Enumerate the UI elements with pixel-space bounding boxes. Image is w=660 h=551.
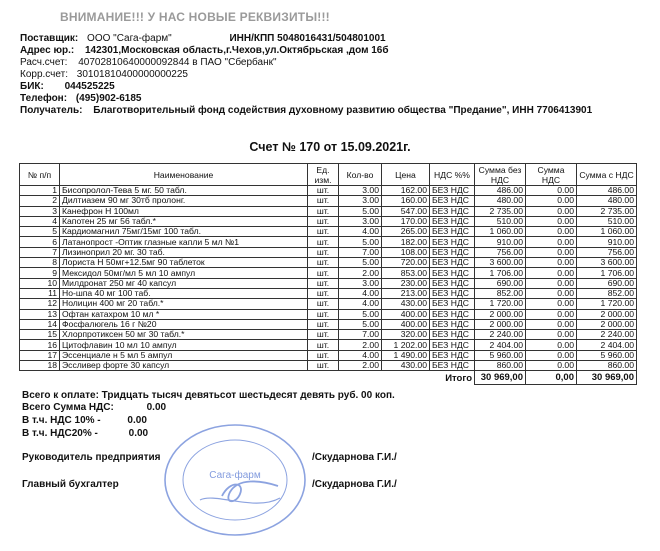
item-sum-without-vat: 3 600.00 [475,258,526,268]
item-name: Лориста Н 50мг+12.5мг 90 таблеток [60,258,308,268]
item-qty: 4.00 [339,299,382,309]
header-cell: НДС %% [430,164,475,186]
row-number: 5 [20,227,60,237]
item-vat-rate: БЕЗ НДС [430,319,475,329]
item-qty: 3.00 [339,186,382,196]
item-qty: 3.00 [339,278,382,288]
item-sum-without-vat: 2 735.00 [475,206,526,216]
item-unit: шт. [308,309,339,319]
item-name: Латанопрост -Оптик глазные капли 5 мл №1 [60,237,308,247]
item-name: Хлорпротиксен 50 мг 30 табл.* [60,330,308,340]
table-body [20,186,637,371]
bik-line [20,81,115,93]
row-number: 12 [20,299,60,309]
row-number: 16 [20,340,60,350]
item-sum-without-vat: 510.00 [475,216,526,226]
item-sum-with-vat: 2 735.00 [577,206,637,216]
item-qty: 5.00 [339,206,382,216]
row-number: 10 [20,278,60,288]
item-name: Капотен 25 мг 56 табл.* [60,216,308,226]
item-unit: шт. [308,288,339,298]
item-sum-with-vat: 1 060.00 [577,227,637,237]
item-price: 170.00 [382,216,430,226]
row-number: 9 [20,268,60,278]
item-sum-with-vat: 2 000.00 [577,319,637,329]
item-sum-with-vat: 860.00 [577,361,637,371]
table-row [20,288,637,298]
item-sum-with-vat: 2 240.00 [577,330,637,340]
item-sum-with-vat: 690.00 [577,278,637,288]
item-sum-with-vat: 480.00 [577,196,637,206]
item-vat-rate: БЕЗ НДС [430,278,475,288]
vat10-label: В т.ч. НДС 10% - [22,415,101,426]
table-row [20,319,637,329]
item-vat-sum: 0.00 [526,278,577,288]
item-unit: шт. [308,319,339,329]
accountant-name: /Скударнова Г.И./ [312,479,397,490]
notice-banner: ВНИМАНИЕ!!! У НАС НОВЫЕ РЕКВИЗИТЫ!!! [60,10,330,24]
table-row [20,258,637,268]
item-sum-without-vat: 2 000.00 [475,309,526,319]
header-cell: Сумма с НДС [577,164,637,186]
item-vat-rate: БЕЗ НДС [430,330,475,340]
item-vat-sum: 0.00 [526,196,577,206]
row-number: 3 [20,206,60,216]
account-label: Расч.счет: [20,57,68,68]
header-cell: Цена [382,164,430,186]
item-qty: 5.00 [339,309,382,319]
item-unit: шт. [308,247,339,257]
item-vat-sum: 0.00 [526,319,577,329]
corr-label: Корр.счет: [20,69,68,80]
item-vat-rate: БЕЗ НДС [430,258,475,268]
item-name: Бисопролол-Тева 5 мг. 50 табл. [60,186,308,196]
invoice-title: Счет № 170 от 15.09.2021г. [249,140,411,154]
recipient-line [20,105,592,117]
item-sum-with-vat: 1 706.00 [577,268,637,278]
item-vat-sum: 0.00 [526,216,577,226]
table-row [20,330,637,340]
item-unit: шт. [308,216,339,226]
item-sum-without-vat: 756.00 [475,247,526,257]
item-sum-without-vat: 690.00 [475,278,526,288]
item-sum-with-vat: 910.00 [577,237,637,247]
item-vat-sum: 0.00 [526,237,577,247]
total-in-words: Всего к оплате: Тридцать тысяч девятьсот шестьдесят девять руб. 00 коп. [22,390,395,401]
item-price: 213.00 [382,288,430,298]
recipient-label: Получатель: [20,105,83,116]
item-price: 400.00 [382,309,430,319]
item-unit: шт. [308,340,339,350]
item-qty: 2.00 [339,340,382,350]
table-row [20,268,637,278]
account-value: 40702810640000092844 в ПАО "Сбербанк" [78,57,277,68]
item-name: Милдронат 250 мг 40 капсул [60,278,308,288]
item-price: 1 490.00 [382,350,430,360]
item-sum-without-vat: 1 060.00 [475,227,526,237]
item-qty: 4.00 [339,350,382,360]
item-name: Офтан катахром 10 мл * [60,309,308,319]
item-vat-rate: БЕЗ НДС [430,299,475,309]
item-sum-with-vat: 5 960.00 [577,350,637,360]
item-qty: 2.00 [339,361,382,371]
corr-value: 30101810400000000225 [76,69,188,80]
item-vat-sum: 0.00 [526,247,577,257]
item-sum-without-vat: 486.00 [475,186,526,196]
item-sum-without-vat: 2 000.00 [475,319,526,329]
item-unit: шт. [308,258,339,268]
table-row [20,350,637,360]
vat-total-label: Всего Сумма НДС: [22,402,114,413]
phone-value: (495)902-6185 [75,93,142,104]
inn-label: ИНН/КПП [229,33,275,44]
supplier-label: Поставщик: [20,33,79,44]
table-row [20,361,637,371]
total-label: Итого [445,372,472,384]
item-qty: 7.00 [339,330,382,340]
item-unit: шт. [308,278,339,288]
item-sum-with-vat: 756.00 [577,247,637,257]
item-unit: шт. [308,299,339,309]
item-price: 720.00 [382,258,430,268]
item-name: Мексидол 50мг/мл 5 мл 10 ампул [60,268,308,278]
item-vat-rate: БЕЗ НДС [430,268,475,278]
item-vat-rate: БЕЗ НДС [430,247,475,257]
item-price: 108.00 [382,247,430,257]
item-unit: шт. [308,361,339,371]
stamp-center-text: Сага-фарм [209,470,261,481]
item-vat-sum: 0.00 [526,340,577,350]
item-vat-rate: БЕЗ НДС [430,288,475,298]
item-price: 430.00 [382,299,430,309]
item-name: Фосфалюгель 16 г №20 [60,319,308,329]
table-row [20,237,637,247]
header-cell: Наименование [60,164,308,186]
item-qty: 4.00 [339,227,382,237]
row-number: 11 [20,288,60,298]
table-row [20,309,637,319]
item-name: Дилтиазем 90 мг 30тб пролонг. [60,196,308,206]
row-number: 13 [20,309,60,319]
company-stamp [160,420,310,540]
row-number: 17 [20,350,60,360]
header-cell: Кол-во [339,164,382,186]
signature-scribble [200,498,280,503]
item-vat-sum: 0.00 [526,186,577,196]
table-row [20,216,637,226]
item-vat-rate: БЕЗ НДС [430,196,475,206]
item-name: Эссливер форте 30 капсул [60,361,308,371]
table-row [20,206,637,216]
item-price: 230.00 [382,278,430,288]
item-qty: 5.00 [339,258,382,268]
total-spacer [20,371,430,385]
table-row [20,278,637,288]
table-header-row [20,164,637,186]
header-cell: № п/п [20,164,60,186]
item-sum-with-vat: 3 600.00 [577,258,637,268]
item-name: Лизиноприл 20 мг. 30 таб. [60,247,308,257]
item-qty: 5.00 [339,237,382,247]
address-label: Адрес юр.: [20,45,75,56]
item-qty: 2.00 [339,268,382,278]
header-cell: Ед. изм. [308,164,339,186]
item-name: Эссенциале н 5 мл 5 ампул [60,350,308,360]
item-qty: 3.00 [339,196,382,206]
header-cell: Сумма без НДС [475,164,526,186]
table-row [20,196,637,206]
item-vat-rate: БЕЗ НДС [430,350,475,360]
total-vat: 0,00 [526,371,577,385]
item-unit: шт. [308,227,339,237]
item-vat-rate: БЕЗ НДС [430,237,475,247]
row-number: 1 [20,186,60,196]
row-number: 18 [20,361,60,371]
item-vat-sum: 0.00 [526,288,577,298]
item-price: 400.00 [382,319,430,329]
item-name: Но-шпа 40 мг 100 таб. [60,288,308,298]
item-vat-sum: 0.00 [526,350,577,360]
signature-scribble [222,481,278,501]
vat20-value: 0.00 [128,428,149,439]
inn-value: 5048016431/504801001 [277,33,386,44]
vat20-label: В т.ч. НДС20% - [22,428,98,439]
item-qty: 5.00 [339,319,382,329]
item-vat-sum: 0.00 [526,258,577,268]
item-name: Канефрон Н 100мл [60,206,308,216]
item-vat-rate: БЕЗ НДС [430,186,475,196]
director-name: /Скударнова Г.И./ [312,452,397,463]
total-row [20,371,637,385]
vat20-line [22,428,148,440]
address-value: 142301,Московская область,г.Чехов,ул.Октябрьская ,дом 16б [85,45,389,56]
item-vat-sum: 0.00 [526,227,577,237]
item-price: 182.00 [382,237,430,247]
item-sum-without-vat: 1 720.00 [475,299,526,309]
item-qty: 4.00 [339,288,382,298]
item-price: 547.00 [382,206,430,216]
vat10-value: 0.00 [127,415,147,426]
item-sum-with-vat: 486.00 [577,186,637,196]
item-vat-rate: БЕЗ НДС [430,227,475,237]
item-unit: шт. [308,186,339,196]
item-sum-with-vat: 1 720.00 [577,299,637,309]
item-sum-without-vat: 480.00 [475,196,526,206]
item-vat-rate: БЕЗ НДС [430,309,475,319]
header-cell: Сумма НДС [526,164,577,186]
address-line [20,45,389,57]
table-row [20,186,637,196]
item-unit: шт. [308,330,339,340]
row-number: 4 [20,216,60,226]
phone-label: Телефон: [20,93,68,104]
row-number: 15 [20,330,60,340]
corr-line [20,69,188,81]
item-sum-without-vat: 860.00 [475,361,526,371]
item-price: 853.00 [382,268,430,278]
bik-value: 044525225 [64,81,115,92]
accountant-label: Главный бухгалтер [22,479,119,490]
item-unit: шт. [308,237,339,247]
item-price: 160.00 [382,196,430,206]
item-sum-without-vat: 1 706.00 [475,268,526,278]
table-row [20,247,637,257]
item-name: Кардиомагнил 75мг/15мг 100 табл. [60,227,308,237]
table-row [20,227,637,237]
item-sum-without-vat: 2 404.00 [475,340,526,350]
bik-label: БИК: [20,81,44,92]
item-price: 320.00 [382,330,430,340]
item-vat-rate: БЕЗ НДС [430,206,475,216]
row-number: 7 [20,247,60,257]
vat-total-line [22,402,166,414]
item-vat-sum: 0.00 [526,309,577,319]
item-sum-with-vat: 852.00 [577,288,637,298]
phone-line [20,93,141,105]
supplier-name: ООО "Сага-фарм" [87,33,172,44]
director-label: Руководитель предприятия [22,452,161,463]
item-unit: шт. [308,196,339,206]
item-vat-sum: 0.00 [526,361,577,371]
item-sum-with-vat: 510.00 [577,216,637,226]
item-name: Нолицин 400 мг 20 табл.* [60,299,308,309]
item-price: 265.00 [382,227,430,237]
item-vat-sum: 0.00 [526,299,577,309]
recipient-value: Благотворительный фонд содействия духовному развитию общества "Предание", ИНН 7706413901 [93,105,593,116]
account-line [20,57,277,69]
row-number: 14 [20,319,60,329]
table-row [20,299,637,309]
item-sum-without-vat: 5 960.00 [475,350,526,360]
supplier-line [20,33,386,45]
item-sum-without-vat: 852.00 [475,288,526,298]
item-name: Цитофлавин 10 мл 10 ампул [60,340,308,350]
item-unit: шт. [308,206,339,216]
item-price: 1 202.00 [382,340,430,350]
invoice-table [19,163,637,385]
row-number: 8 [20,258,60,268]
item-vat-rate: БЕЗ НДС [430,361,475,371]
total-without-vat: 30 969,00 [475,371,526,385]
item-qty: 7.00 [339,247,382,257]
item-vat-rate: БЕЗ НДС [430,340,475,350]
item-unit: шт. [308,350,339,360]
vat-total-value: 0.00 [146,402,167,413]
item-vat-sum: 0.00 [526,206,577,216]
item-vat-rate: БЕЗ НДС [430,216,475,226]
total-with-vat: 30 969,00 [577,371,637,385]
item-sum-without-vat: 2 240.00 [475,330,526,340]
row-number: 2 [20,196,60,206]
table-row [20,340,637,350]
vat10-line [22,415,147,427]
item-price: 430.00 [382,361,430,371]
row-number: 6 [20,237,60,247]
item-vat-sum: 0.00 [526,268,577,278]
item-price: 162.00 [382,186,430,196]
item-vat-sum: 0.00 [526,330,577,340]
item-qty: 3.00 [339,216,382,226]
item-sum-with-vat: 2 404.00 [577,340,637,350]
item-unit: шт. [308,268,339,278]
item-sum-without-vat: 910.00 [475,237,526,247]
item-sum-with-vat: 2 000.00 [577,309,637,319]
